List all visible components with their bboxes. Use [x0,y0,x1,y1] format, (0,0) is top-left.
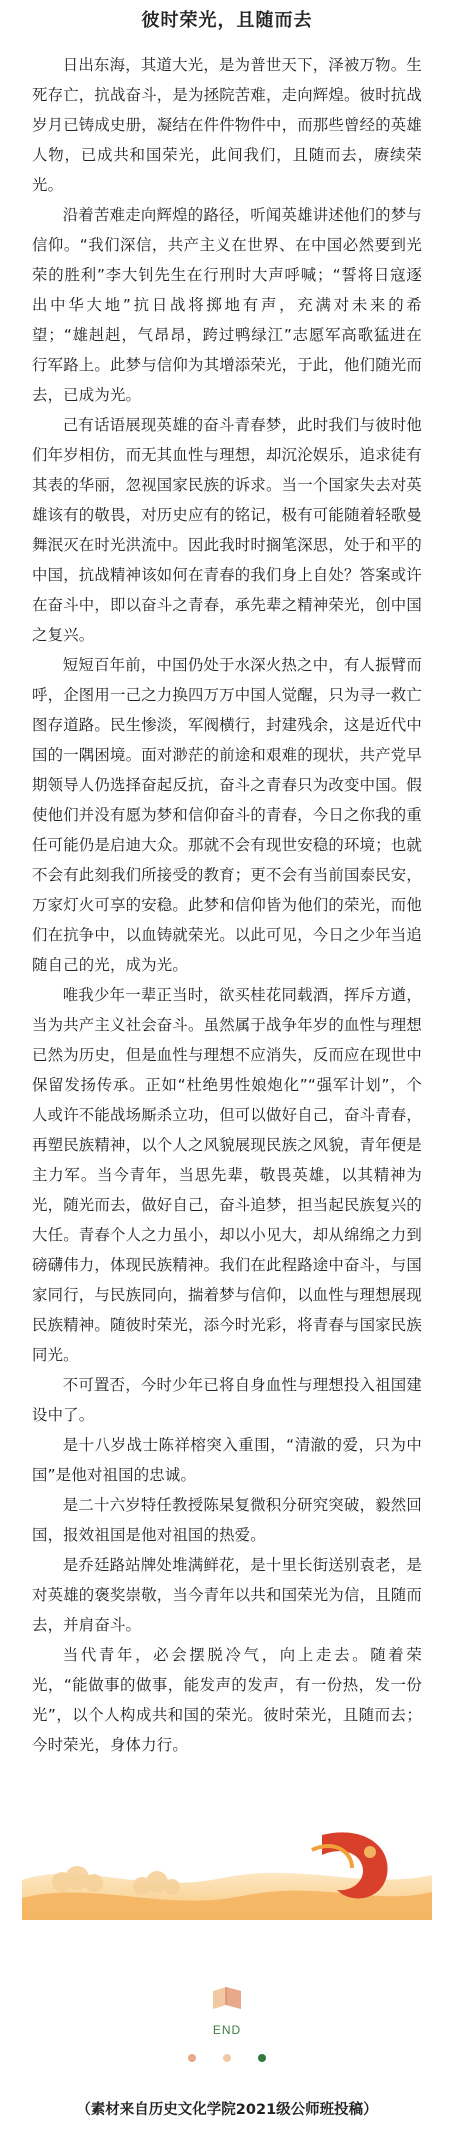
article-title: 彼时荣光，且随而去 [141,10,313,31]
paragraph: 不可置否，今时少年已将自身血性与理想投入祖国建设中了。 [32,1376,422,1424]
paragraph: 短短百年前，中国仍处于水深火热之中，有人振臂而呼，企图用一己之力换四万万中国人觉醒，只为寻一救亡图存道路。民生惨淡，军阀横行，封建残余，这是近代中国的一隅困境。面对渺茫的前途和艰难的现状，共产党早期领导人仍选择奋起反抗，奋斗之青春只为改变中国。假使他们并没有愿为梦和信仰奋斗的青春，今日之你我的重任可能仍是启迪大众。那就不会有现世安稳的环境；也就不会有此刻我们所接受的教育；更不会有当前国泰民安，万家灯火可享的安稳。此梦和信仰皆为他们的荣光，而他们在抗争中，以血铸就荣光。以此可见，今日之少年当追随自己的光，成为光。 [32,656,422,974]
dot-3 [258,2054,266,2062]
article-body [32,50,422,1760]
paragraph: 当代青年，必会摆脱冷气，向上走去。随着荣光，“能做事的做事，能发声的发声，有一份热，发一份光”，以个人构成共和国的荣光。彼时荣光，且随而去；今时荣光，身体力行。 [32,1646,422,1754]
paragraph: 是二十六岁特任教授陈杲复微积分研究突破，毅然回国，报效祖国是他对祖国的热爱。 [32,1496,422,1544]
source-note: （素材来自历史文化学院2021级公师班投稿） [76,2102,378,2118]
book-icon [210,1985,244,2013]
paragraph: 己有话语展现英雄的奋斗青春梦，此时我们与彼时他们年岁相仿，而无其血性与理想，却沉沦娱乐，追求徒有其表的华丽，忽视国家民族的诉求。当一个国家失去对英雄该有的敬畏，对历史应有的铭记，极有可能随着轻歌曼舞泯灭在时光洪流中。因此我时时搁笔深思，处于和平的中国，抗战精神该如何在青春的我们身上自处？答案或许在奋斗中，即以奋斗之青春，承先辈之精神荣光，创中国之复兴。 [32,416,422,644]
end-label: END [212,2023,242,2037]
dot-2 [223,2054,231,2062]
paragraph: 沿着苦难走向辉煌的路径，听闻英雄讲述他们的梦与信仰。“我们深信，共产主义在世界、在中国必然要到光荣的胜利”李大钊先生在行刑时大声呼喊；“誓将日寇逐出中华大地”抗日战将掷地有声，充满对未来的希望；“雄赳赳，气昂昂，跨过鸭绿江”志愿军高歌猛进在行军路上。此梦与信仰为其增添荣光，于此，他们随光而去，已成为光。 [32,206,422,404]
dot-indicator [0,2047,454,2066]
paragraph: 是乔廷路站牌处堆满鲜花，是十里长街送别袁老，是对英雄的褒奖崇敬，当今青年以共和国荣光为信，且随而去，并肩奋斗。 [32,1556,422,1634]
dot-1 [188,2054,196,2062]
decorative-cloud-banner [22,1820,432,1920]
end-marker [0,1985,454,2066]
paragraph: 唯我少年一辈正当时，欲买桂花同载酒，挥斥方遒，当为共产主义社会奋斗。虽然属于战争年岁的血性与理想已然为历史，但是血性与理想不应消失，反而应在现世中保留发扬传承。正如“杜绝男性娘炮化”“强军计划”，个人或许不能战场厮杀立功，但可以做好自己，奋斗青春，再塑民族精神，以个人之风貌展现民族之风貌，青年便是主力军。当今青年，当思先辈，敬畏英雄，以其精神为光，随光而去，做好自己，奋斗追梦，担当起民族复兴的大任。青春个人之力虽小，却以小见大，却从绵绵之力到磅礴伟力，体现民族精神。我们在此程路途中奋斗，与国家同行，与民族同向，揣着梦与信仰，以血性与理想展现民族精神。随彼时荣光，添今时光彩，将青春与国家民族同光。 [32,986,422,1364]
paragraph: 是十八岁战士陈祥榕突入重围，“清澈的爱，只为中国”是他对祖国的忠诚。 [32,1436,422,1484]
paragraph: 日出东海，其道大光，是为普世天下，泽被万物。生死存亡，抗战奋斗，是为拯院苦难，走向辉煌。彼时抗战岁月已铸成史册，凝结在件件物件中，而那些曾经的英雄人物，已成共和国荣光，此间我们，且随而去，赓续荣光。 [32,56,422,194]
